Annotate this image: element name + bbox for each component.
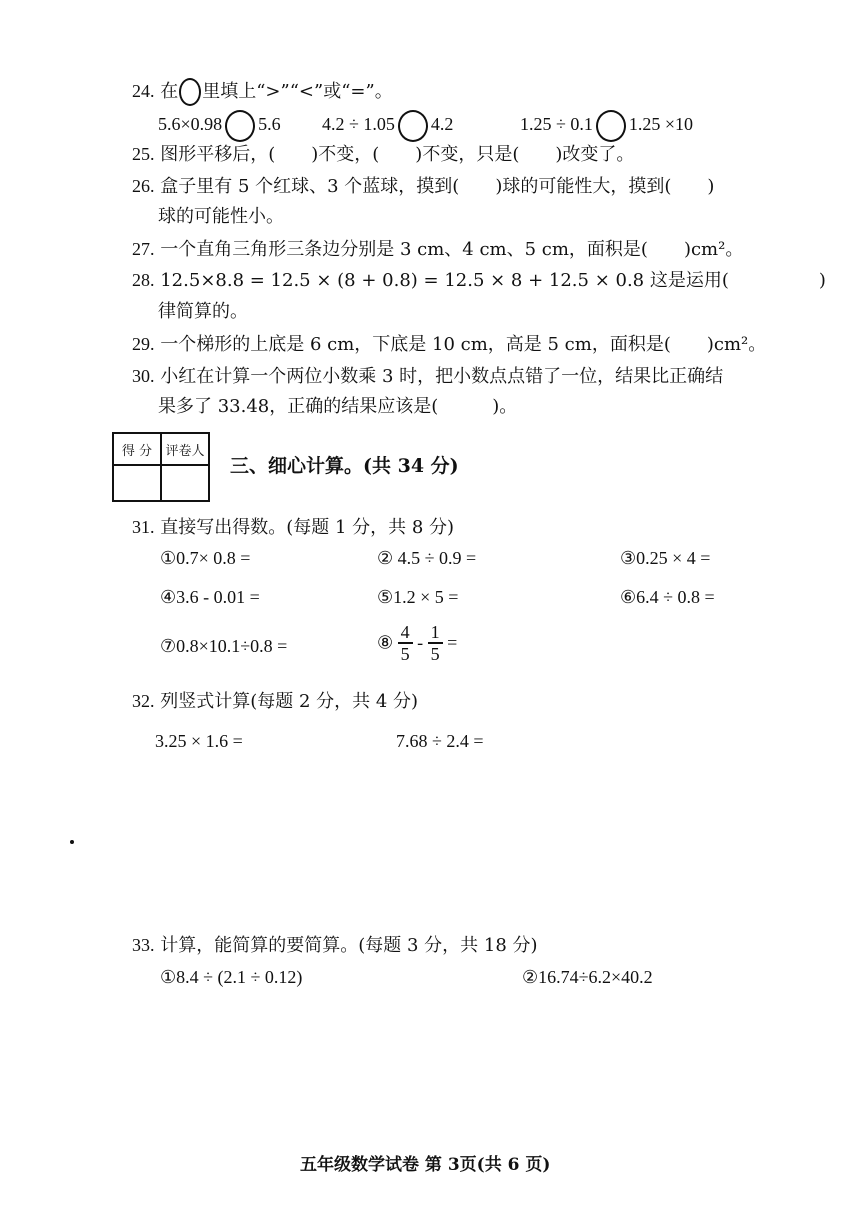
question-number: 30. — [132, 366, 155, 386]
question-25 — [132, 141, 634, 168]
expression-right: 4.2 — [430, 114, 454, 135]
fraction-numerator: 4 — [398, 622, 413, 644]
fraction — [398, 622, 413, 664]
question-text-line1: 12.5×8.8 = 12.5 × (8 + 0.8) = 12.5 × 8 + 12.5 × 0.8 这是运用( ) — [160, 270, 826, 291]
question-32 — [132, 688, 418, 715]
question-24 — [132, 78, 393, 106]
q33-item-1: ①8.4 ÷ (2.1 ÷ 0.12) — [160, 967, 303, 987]
question-27 — [132, 236, 743, 263]
q32-item-2: 7.68 ÷ 2.4 = — [396, 731, 484, 751]
q31-item-3: ③0.25 × 4 = — [620, 548, 711, 568]
fraction-denominator: 5 — [430, 644, 440, 664]
page-footer: 五年级数学试卷 第 3页(共 6 页) — [300, 1155, 551, 1175]
grader-header: 评卷人 — [161, 433, 209, 465]
question-26 — [132, 173, 714, 200]
stray-dot — [70, 840, 74, 844]
q31-item-8 — [377, 622, 457, 664]
q31-item-5: ⑤1.2 × 5 = — [377, 587, 459, 607]
answer-circle-icon — [179, 78, 201, 106]
question-number: 26. — [132, 176, 155, 196]
question-text: 一个梯形的上底是 6 cm，下底是 10 cm，高是 5 cm，面积是( )cm²。 — [160, 334, 767, 355]
fraction-denominator: 5 — [400, 644, 410, 664]
q31-item-4: ④3.6 - 0.01 = — [160, 587, 260, 607]
expression-right: 5.6 — [258, 114, 281, 135]
question-prompt-post: 里填上“>”“<”或“=”。 — [202, 81, 393, 102]
item-label: ⑧ — [377, 632, 394, 653]
fraction-numerator: 1 — [428, 622, 443, 644]
section-3-title: 三、细心计算。(共 34 分) — [230, 455, 459, 477]
answer-circle-icon[interactable] — [398, 110, 428, 142]
q24-item-3 — [520, 110, 693, 142]
question-number: 25. — [132, 144, 155, 164]
grader-cell[interactable] — [161, 465, 209, 501]
expression-right: 1.25 ×10 — [628, 114, 694, 135]
answer-circle-icon[interactable] — [225, 110, 255, 142]
question-29 — [132, 331, 766, 358]
expression-left: 5.6×0.98 — [158, 114, 223, 135]
question-28 — [132, 267, 826, 294]
score-cell[interactable] — [113, 465, 161, 501]
question-number: 32. — [132, 691, 155, 711]
expression-left: 1.25 ÷ 0.1 — [520, 114, 593, 135]
question-number: 24. — [132, 81, 155, 101]
q31-item-6: ⑥6.4 ÷ 0.8 = — [620, 587, 715, 607]
question-30 — [132, 363, 723, 390]
q32-item-1: 3.25 × 1.6 = — [155, 731, 243, 751]
expression-left: 4.2 ÷ 1.05 — [322, 114, 395, 135]
q24-item-1 — [158, 110, 281, 142]
question-number: 31. — [132, 517, 155, 537]
question-number: 33. — [132, 935, 155, 955]
question-number: 29. — [132, 334, 155, 354]
question-text-line1: 盒子里有 5 个红球、3 个蓝球，摸到( )球的可能性大，摸到( ) — [160, 176, 715, 197]
q24-item-2 — [322, 110, 453, 142]
question-text: 一个直角三角形三条边分别是 3 cm、4 cm、5 cm，面积是( )cm²。 — [160, 239, 744, 260]
minus-sign: - — [417, 632, 424, 653]
q33-item-2: ②16.74÷6.2×40.2 — [522, 967, 653, 987]
question-number: 27. — [132, 239, 155, 259]
question-text: 图形平移后，( )不变，( )不变，只是( )改变了。 — [160, 144, 635, 165]
q31-item-2: ② 4.5 ÷ 0.9 = — [377, 548, 477, 568]
score-header: 得 分 — [113, 433, 161, 465]
question-title: 直接写出得数。(每题 1 分，共 8 分) — [160, 517, 455, 538]
question-28-line2: 律简算的。 — [158, 301, 248, 322]
question-33 — [132, 932, 538, 959]
question-title: 计算，能简算的要简算。(每题 3 分，共 18 分) — [160, 935, 538, 956]
question-text-line1: 小红在计算一个两位小数乘 3 时，把小数点点错了一位，结果比正确结 — [160, 366, 724, 387]
question-title: 列竖式计算(每题 2 分，共 4 分) — [160, 691, 419, 712]
score-table — [112, 432, 210, 502]
question-26-line2: 球的可能性小。 — [158, 206, 284, 227]
answer-circle-icon[interactable] — [596, 110, 626, 142]
question-prompt-pre: 在 — [160, 81, 179, 102]
fraction — [428, 622, 443, 664]
question-number: 28. — [132, 270, 155, 290]
q31-item-7: ⑦0.8×10.1÷0.8 = — [160, 636, 288, 656]
q31-item-1: ①0.7× 0.8 = — [160, 548, 251, 568]
equals-sign: = — [447, 632, 458, 653]
question-31 — [132, 514, 454, 541]
question-30-line2: 果多了 33.48，正确的结果应该是( )。 — [158, 396, 518, 417]
